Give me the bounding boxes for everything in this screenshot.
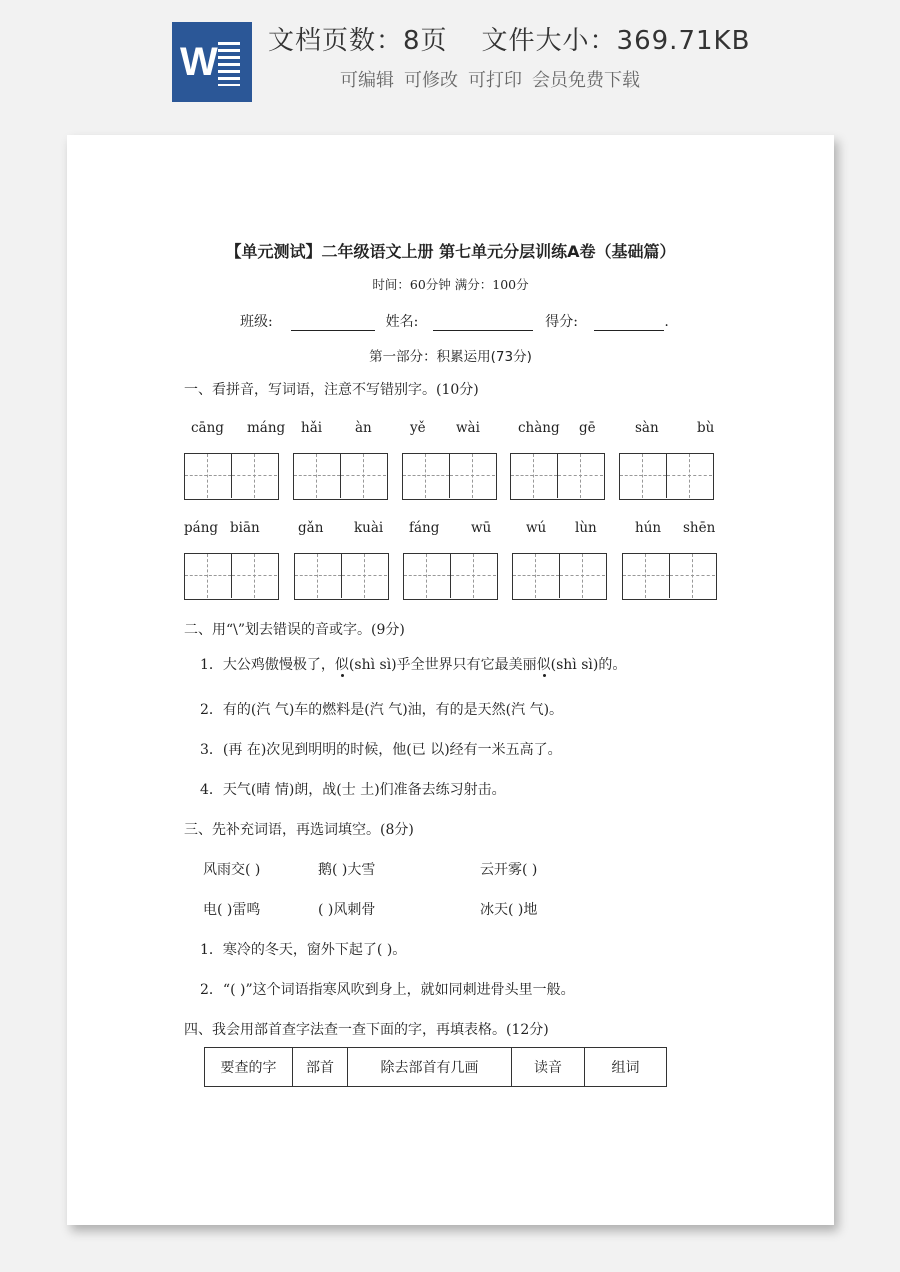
tianzige-box[interactable] bbox=[512, 553, 607, 600]
word-doc-icon bbox=[172, 22, 252, 102]
pinyin-bu: bù bbox=[697, 420, 715, 436]
q3-heading: 三、先补充词语，再选词填空。(8分) bbox=[184, 822, 414, 838]
pinyin-hai: hǎi bbox=[301, 420, 323, 436]
fill-word: 云开雾( ) bbox=[480, 862, 538, 878]
fill-word: ( )风刺骨 bbox=[318, 902, 376, 918]
pinyin-ge: gē bbox=[579, 420, 596, 436]
pinyin-bian: biān bbox=[230, 520, 260, 536]
banner-title bbox=[268, 20, 784, 57]
feature-modifiable: 可修改 bbox=[404, 70, 458, 91]
pinyin-mang: máng bbox=[247, 420, 286, 436]
pinyin-wu: wū bbox=[471, 520, 492, 536]
tianzige-box[interactable] bbox=[619, 453, 714, 500]
tianzige-box[interactable] bbox=[294, 553, 389, 600]
q4-heading: 四、我会用部首查字法查一查下面的字，再填表格。(12分) bbox=[184, 1022, 549, 1038]
col-pronunciation: 读音 bbox=[512, 1048, 585, 1087]
doc-title: 【单元测试】二年级语文上册 第七单元分层训练A卷（基础篇） bbox=[225, 242, 676, 261]
pinyin-wai: wài bbox=[456, 420, 480, 436]
q2-item-1 bbox=[200, 654, 626, 674]
q2-heading: 二、用“\”划去错误的音或字。(9分) bbox=[184, 622, 405, 638]
fill-word: 鹅( )大雪 bbox=[318, 862, 376, 878]
file-size: 文件大小：369.71KB bbox=[481, 26, 751, 56]
col-char: 要查的字 bbox=[205, 1048, 293, 1087]
page-count: 文档页数：8页 bbox=[268, 26, 448, 56]
feature-list bbox=[340, 66, 650, 92]
dotted-char: 似 bbox=[334, 657, 349, 673]
pinyin-hun: hún bbox=[635, 520, 662, 536]
score-blank[interactable] bbox=[594, 314, 664, 331]
time-score-line: 时间：60分钟 满分：100分 bbox=[372, 277, 529, 292]
feature-printable: 可打印 bbox=[468, 70, 522, 91]
q2-item-4: 4．天气(晴 情)朗，战(士 土)们准备去练习射击。 bbox=[200, 782, 506, 798]
pinyin-chang: chàng bbox=[518, 420, 560, 436]
feature-editable: 可编辑 bbox=[340, 70, 394, 91]
tianzige-box[interactable] bbox=[510, 453, 605, 500]
pinyin-shen: shēn bbox=[683, 520, 716, 536]
pinyin-kuai: kuài bbox=[354, 520, 384, 536]
word-icon-letter: W bbox=[180, 40, 218, 84]
tianzige-box[interactable] bbox=[293, 453, 388, 500]
pinyin-ye: yě bbox=[410, 420, 426, 436]
q2-item-1-part-e: (shì sì)的。 bbox=[550, 657, 627, 673]
pinyin-wu2: wú bbox=[526, 520, 547, 536]
info-end: . bbox=[664, 314, 669, 330]
q2-item-1-part-c: (shì sì)乎全世界只有它最美丽 bbox=[348, 657, 537, 673]
word-icon-lines bbox=[218, 42, 240, 86]
col-radical: 部首 bbox=[293, 1048, 348, 1087]
q2-item-2: 2．有的(汽 气)车的燃料是(汽 气)油，有的是天然(汽 气)。 bbox=[200, 702, 564, 718]
radical-lookup-table bbox=[204, 1047, 667, 1087]
tianzige-box[interactable] bbox=[402, 453, 497, 500]
tianzige-box[interactable] bbox=[403, 553, 498, 600]
q2-item-1-part-a: 1．大公鸡傲慢极了， bbox=[200, 657, 335, 673]
pinyin-fang: fáng bbox=[409, 520, 440, 536]
pinyin-san: sàn bbox=[635, 420, 659, 436]
student-info-line bbox=[240, 311, 669, 331]
col-word: 组词 bbox=[585, 1048, 667, 1087]
fill-word: 冰天( )地 bbox=[480, 902, 538, 918]
fill-word: 风雨交( ) bbox=[203, 862, 261, 878]
name-label: 姓名: bbox=[385, 314, 419, 330]
fill-word: 电( )雷鸣 bbox=[203, 902, 261, 918]
tianzige-box[interactable] bbox=[184, 453, 279, 500]
pinyin-gan: gǎn bbox=[298, 520, 324, 536]
pinyin-lun: lùn bbox=[575, 520, 597, 536]
table-header-row bbox=[205, 1048, 667, 1087]
q2-item-3: 3．(再 在)次见到明明的时候，他(已 以)经有一米五高了。 bbox=[200, 742, 562, 758]
part-one-heading: 第一部分：积累运用(73分) bbox=[369, 349, 532, 365]
pinyin-pang: páng bbox=[184, 520, 219, 536]
q3-sentence-2: 2．“( )”这个词语指寒风吹到身上，就如同刺进骨头里一般。 bbox=[200, 982, 575, 998]
pinyin-cang: cāng bbox=[191, 420, 224, 436]
q1-heading: 一、看拼音，写词语，注意不写错别字。(10分) bbox=[184, 382, 479, 398]
tianzige-box[interactable] bbox=[622, 553, 717, 600]
score-label: 得分: bbox=[545, 314, 578, 330]
dotted-char: 似 bbox=[536, 657, 551, 673]
feature-free-download[interactable]: 会员免费下载 bbox=[532, 70, 640, 91]
download-banner bbox=[0, 0, 900, 120]
tianzige-box[interactable] bbox=[184, 553, 279, 600]
col-strokes: 除去部首有几画 bbox=[348, 1048, 512, 1087]
class-label: 班级: bbox=[240, 314, 273, 330]
document-page bbox=[67, 135, 834, 1225]
q3-sentence-1: 1．寒冷的冬天，窗外下起了( )。 bbox=[200, 942, 407, 958]
name-blank[interactable] bbox=[433, 314, 533, 331]
pinyin-an: àn bbox=[355, 420, 372, 436]
class-blank[interactable] bbox=[291, 314, 375, 331]
